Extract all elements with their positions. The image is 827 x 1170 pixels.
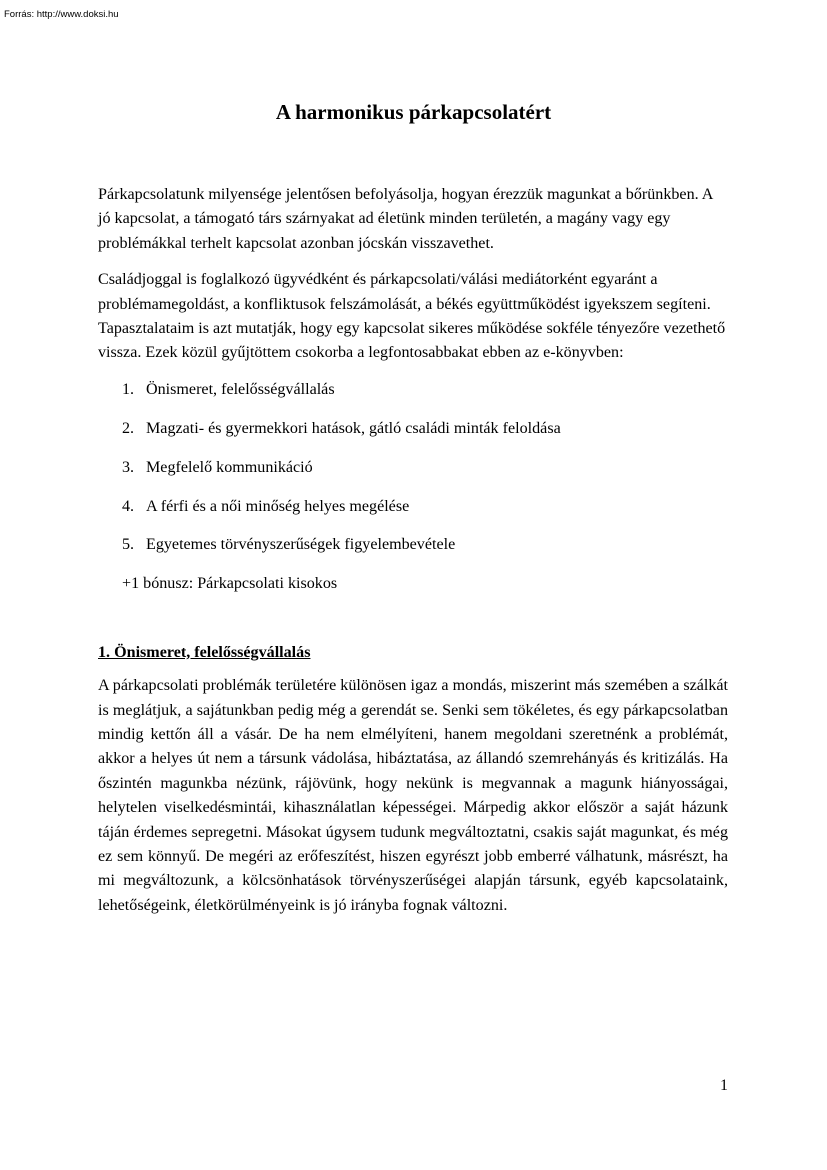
list-item-text: A férfi és a női minőség helyes megélése — [146, 497, 410, 515]
section-heading: 1. Önismeret, felelősségvállalás — [98, 643, 311, 661]
list-item-bonus — [122, 572, 728, 596]
intro-paragraph-1: Párkapcsolatunk milyensége jelentősen befolyásolja, hogyan érezzük magunkat a bőrünkben. A jó kapcsolat, a támogató társ szárnyakat ad életünk minden területén, a magány vagy egy problémákkal terhelt kapcsolat azonban jócskán visszavethet. — [98, 186, 713, 252]
list-item — [122, 456, 728, 480]
topic-list — [98, 378, 728, 597]
list-item-text: Egyetemes törvényszerűségek figyelembevétele — [146, 536, 456, 554]
document-title: A harmonikus párkapcsolatért — [275, 100, 552, 124]
list-item-number: 5. — [122, 536, 135, 554]
list-item — [122, 378, 728, 402]
list-item — [122, 495, 728, 519]
document-body — [98, 183, 728, 930]
list-item-text: Önismeret, felelősségvállalás — [146, 380, 335, 398]
list-item-text: Megfelelő kommunikáció — [146, 458, 313, 476]
list-item-number: 3. — [122, 458, 135, 476]
list-item-number: 4. — [122, 497, 135, 515]
list-item-text: +1 bónusz: Párkapcsolati kisokos — [122, 575, 338, 593]
page-number: 1 — [720, 1077, 728, 1094]
list-item-number: 1. — [122, 380, 135, 398]
list-item — [122, 417, 728, 441]
intro-paragraph-2: Családjoggal is foglalkozó ügyvédként és párkapcsolati/válási mediátorként egyaránt a problémamegoldást, a konfliktusok felszámolását, a békés együttműködést igyekszem segíteni. Tapasztalataim is azt mutatják, hogy egy kapcsolat sikeres működése sokféle tényezőre vezethető vissza. Ezek közül gyűjtöttem csokorba a legfontosabbakat ebben az e-könyvben: — [98, 271, 726, 362]
source-url: Forrás: http://www.doksi.hu — [4, 9, 119, 20]
list-item-number: 2. — [122, 419, 135, 437]
list-item — [122, 533, 728, 557]
list-item-text: Magzati- és gyermekkori hatások, gátló családi minták feloldása — [146, 419, 561, 437]
section-paragraph: A párkapcsolati problémák területére különösen igaz a mondás, miszerint más szemében a szálkát is meglátjuk, a sajátunkban pedig még a gerendát se. Senki sem tökéletes, és egy párkapcsolatban mindig kettőn áll a vásár. De ha nem elmélyíteni, hanem megoldani szeretnénk a problémát, akkor a helyes út nem a társunk vádolása, hibáztatása, az állandó szemrehányás és kritizálás. Ha őszintén magunkba nézünk, rájövünk, hogy nekünk is megvannak a magunk hiányosságai, helytelen viselkedésmintái, kihasználatlan képességei. Márpedig akkor először a saját házunk táján érdemes sepregetni. Másokat úgysem tudunk megváltoztatni, csakis saját magunkat, és még ez sem könnyű. De megéri az erőfeszítést, hiszen egyrészt jobb emberré válhatunk, másrészt, ha mi megváltozunk, a kölcsönhatások törvényszerűségei alapján társunk, egyéb kapcsolataink, lehetőségeink, életkörülményeink is jó irányba fognak változni. — [98, 677, 728, 914]
